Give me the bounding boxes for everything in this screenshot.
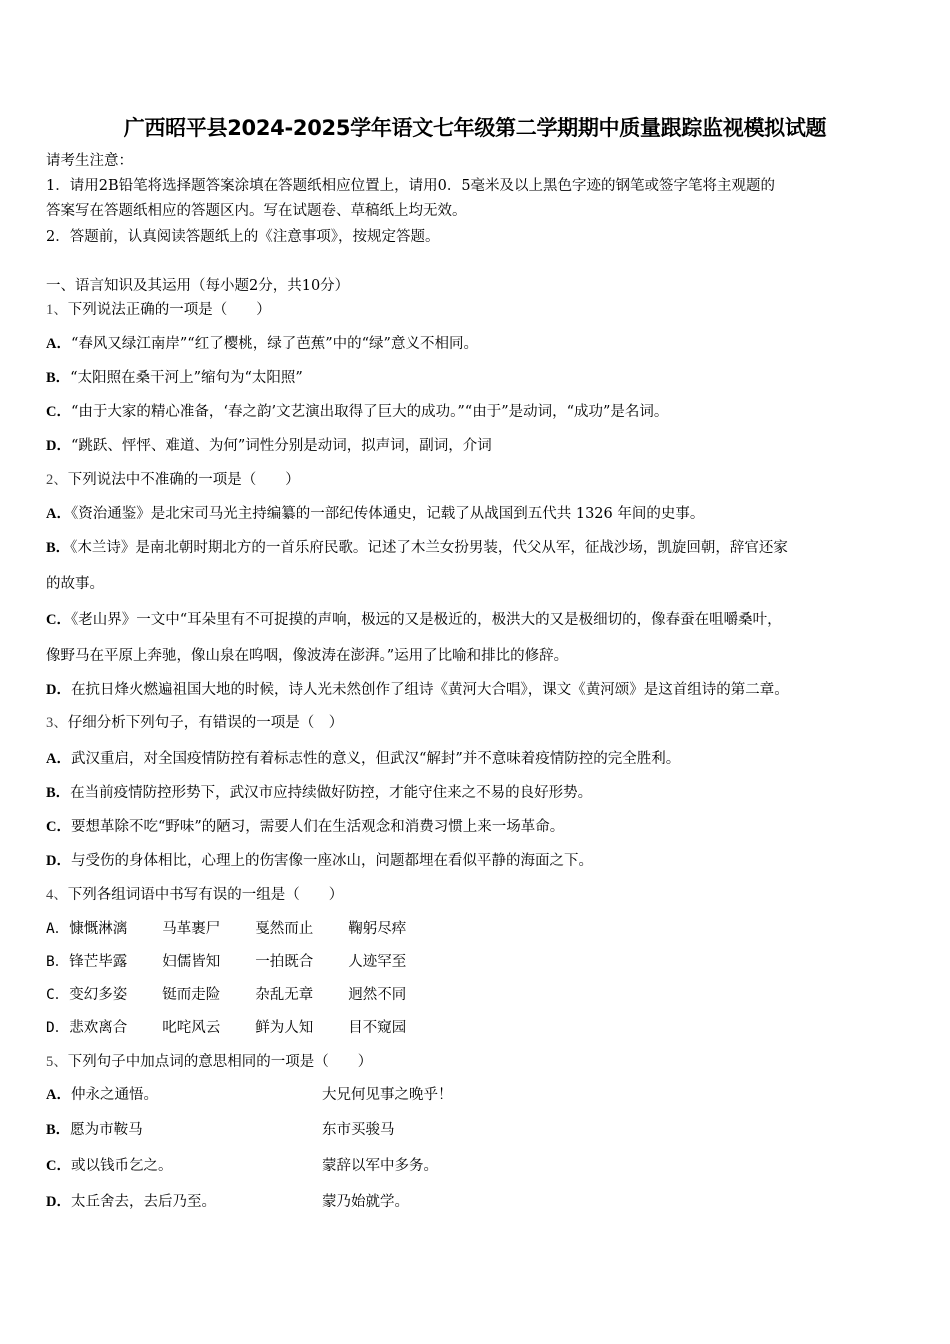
option-letter: C． bbox=[46, 612, 71, 628]
word-group: 迥然不同 bbox=[348, 987, 407, 1003]
option-text: 《资治通鉴》是北宋司马光主持编纂的一部纪传体通史，记载了从战国到五代共 1326 年间的史事。 bbox=[70, 506, 705, 522]
question-2 bbox=[46, 470, 300, 490]
notice-item-1: 1．请用2B铅笔将选择题答案涂填在答题纸相应位置上，请用0．5毫米及以上黑色字迹的钢笔或签字笔将主观题的 bbox=[46, 178, 776, 194]
word-group: 杂乱无章 bbox=[255, 987, 314, 1003]
option-letter: B． bbox=[46, 370, 71, 386]
word-group: 变幻多姿 bbox=[69, 987, 128, 1003]
option-left-text: 仲永之通悟。 bbox=[70, 1087, 158, 1103]
option-letter: C． bbox=[46, 987, 70, 1003]
word-group: 戛然而止 bbox=[255, 921, 314, 937]
option-letter: B． bbox=[46, 1122, 71, 1138]
q3-option-d bbox=[46, 851, 593, 871]
question-number: 4、 bbox=[46, 887, 68, 903]
option-letter: B． bbox=[46, 954, 70, 970]
q2-option-b-cont: 的故事。 bbox=[46, 576, 104, 592]
option-letter: A． bbox=[46, 1087, 71, 1103]
q5-option-d bbox=[46, 1192, 906, 1212]
option-text: 要想革除不吃“野味”的陋习，需要人们在生活观念和消费习惯上来一场革命。 bbox=[70, 819, 565, 835]
q1-option-a bbox=[46, 334, 478, 354]
option-text: 在当前疫情防控形势下，武汉市应持续做好防控，才能守住来之不易的良好形势。 bbox=[70, 785, 593, 801]
option-letter: D． bbox=[46, 853, 71, 869]
q4-option-a bbox=[46, 919, 441, 939]
q4-option-b bbox=[46, 952, 441, 972]
word-group: 铤而走险 bbox=[162, 987, 221, 1003]
q5-option-b bbox=[46, 1120, 906, 1140]
option-text: 在抗日烽火燃遍祖国大地的时候，诗人光未然创作了组诗《黄河大合唱》，课文《黄河颂》是这首组诗的第二章。 bbox=[70, 682, 789, 698]
notice-item-2: 2．答题前，认真阅读答题纸上的《注意事项》，按规定答题。 bbox=[46, 229, 440, 245]
word-group: 鞠躬尽瘁 bbox=[348, 921, 407, 937]
option-letter: A． bbox=[46, 921, 70, 937]
question-1 bbox=[46, 300, 271, 320]
question-4 bbox=[46, 885, 343, 905]
q4-option-c bbox=[46, 985, 441, 1005]
q1-option-d bbox=[46, 436, 492, 456]
word-group: 叱咤风云 bbox=[162, 1020, 221, 1036]
option-letter: D． bbox=[46, 1194, 71, 1210]
question-stem: 下列各组词语中书写有误的一组是（ ） bbox=[67, 887, 344, 903]
word-group: 目不窥园 bbox=[348, 1020, 407, 1036]
option-letter: C． bbox=[46, 404, 71, 420]
option-text: “太阳照在桑干河上”缩句为“太阳照” bbox=[70, 370, 303, 386]
q2-option-d bbox=[46, 680, 789, 700]
q2-option-c bbox=[46, 610, 782, 630]
word-group: 一拍既合 bbox=[255, 954, 314, 970]
option-letter: C． bbox=[46, 819, 71, 835]
option-text: 《木兰诗》是南北朝时期北方的一首乐府民歌。记述了木兰女扮男装，代父从军，征战沙场，凯旋回朝，辞官还家 bbox=[70, 540, 788, 556]
question-number: 1、 bbox=[46, 302, 68, 318]
question-stem: 下列句子中加点词的意思相同的一项是（ ） bbox=[67, 1054, 373, 1070]
q3-option-a bbox=[46, 749, 680, 769]
option-text: 武汉重启，对全国疫情防控有着标志性的意义，但武汉“解封”并不意味着疫情防控的完全胜利。 bbox=[70, 751, 681, 767]
option-letter: A． bbox=[46, 506, 71, 522]
q1-option-b bbox=[46, 368, 303, 388]
q4-option-d bbox=[46, 1018, 441, 1038]
q2-option-c-cont: 像野马在平原上奔驰，像山泉在呜咽，像波涛在澎湃。”运用了比喻和排比的修辞。 bbox=[46, 648, 569, 664]
option-text: “春风又绿江南岸”“红了樱桃，绿了芭蕉”中的“绿”意义不相同。 bbox=[70, 336, 478, 352]
notice-item-1-cont: 答案写在答题纸相应的答题区内。写在试题卷、草稿纸上均无效。 bbox=[46, 203, 467, 219]
question-3 bbox=[46, 713, 343, 733]
question-stem: 下列说法中不准确的一项是（ ） bbox=[67, 472, 300, 488]
option-right-text: 东市买骏马 bbox=[322, 1122, 395, 1138]
option-letter: A． bbox=[46, 336, 71, 352]
question-5 bbox=[46, 1052, 372, 1072]
question-stem: 下列说法正确的一项是（ ） bbox=[67, 302, 271, 318]
q5-option-a bbox=[46, 1085, 906, 1105]
word-group: 慷慨淋漓 bbox=[69, 921, 128, 937]
word-group: 锋芒毕露 bbox=[69, 954, 128, 970]
option-right-text: 蒙辞以军中多务。 bbox=[322, 1158, 438, 1174]
page-title: 广西昭平县2024-2025学年语文七年级第二学期期中质量跟踪监视模拟试题 bbox=[123, 116, 827, 140]
q3-option-c bbox=[46, 817, 564, 837]
option-letter: D． bbox=[46, 682, 71, 698]
option-letter: B． bbox=[46, 785, 71, 801]
q2-option-a bbox=[46, 504, 704, 524]
word-group: 悲欢离合 bbox=[69, 1020, 128, 1036]
q2-option-b bbox=[46, 538, 788, 558]
option-left-text: 太丘舍去，去后乃至。 bbox=[70, 1194, 216, 1210]
question-number: 3、 bbox=[46, 715, 68, 731]
option-letter: D． bbox=[46, 1020, 70, 1036]
question-number: 5、 bbox=[46, 1054, 68, 1070]
question-stem: 仔细分析下列句子，有错误的一项是（ ） bbox=[67, 715, 344, 731]
q3-option-b bbox=[46, 783, 592, 803]
option-letter: C． bbox=[46, 1158, 71, 1174]
option-letter: A． bbox=[46, 751, 71, 767]
option-text: 《老山界》一文中“耳朵里有不可捉摸的声响，极远的又是极近的，极洪大的又是极细切的，像春蚕在咀嚼桑叶， bbox=[70, 612, 782, 628]
q5-option-c bbox=[46, 1156, 906, 1176]
word-group: 人迹罕至 bbox=[348, 954, 407, 970]
option-letter: D． bbox=[46, 438, 71, 454]
option-left-text: 愿为市鞍马 bbox=[70, 1122, 143, 1138]
option-left-text: 或以钱币乞之。 bbox=[70, 1158, 173, 1174]
word-group: 鲜为人知 bbox=[255, 1020, 314, 1036]
option-text: “跳跃、怦怦、难道、为何”词性分别是动词，拟声词，副词，介词 bbox=[70, 438, 492, 454]
section-heading: 一、语言知识及其运用（每小题2分，共10分） bbox=[46, 278, 350, 294]
word-group: 马革裹尸 bbox=[162, 921, 221, 937]
word-group: 妇儒皆知 bbox=[162, 954, 221, 970]
option-right-text: 大兄何见事之晚乎！ bbox=[322, 1087, 453, 1103]
option-letter: B． bbox=[46, 540, 71, 556]
option-right-text: 蒙乃始就学。 bbox=[322, 1194, 409, 1210]
q1-option-c bbox=[46, 402, 668, 422]
option-text: “由于大家的精心准备，‘春之韵’文艺演出取得了巨大的成功。”“由于”是动词，“成功”是名词。 bbox=[70, 404, 669, 420]
notice-heading: 请考生注意： bbox=[46, 153, 133, 169]
question-number: 2、 bbox=[46, 472, 68, 488]
option-text: 与受伤的身体相比，心理上的伤害像一座冰山，问题都埋在看似平静的海面之下。 bbox=[70, 853, 593, 869]
